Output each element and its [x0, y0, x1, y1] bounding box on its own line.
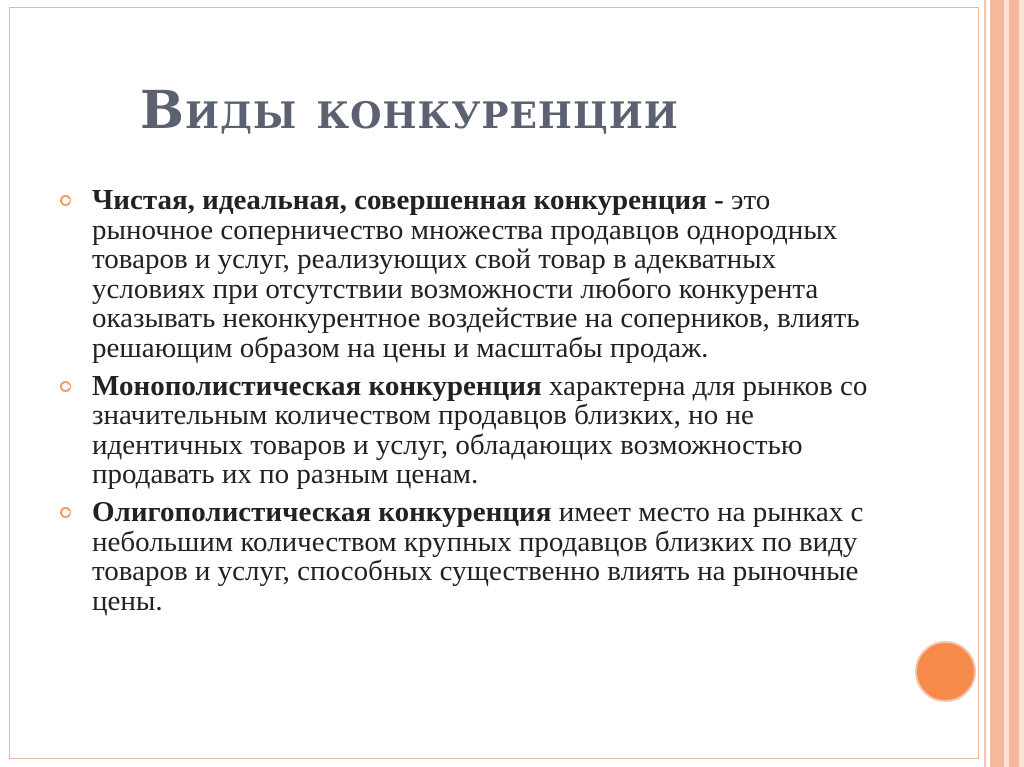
- slide-title: Виды конкуренции: [140, 80, 679, 141]
- bullet-term: Олигополистическая конкуренция: [92, 495, 552, 528]
- bullet-item-oligopolistic-competition: [60, 495, 880, 617]
- bullet-ring-icon: [60, 381, 71, 392]
- bullet-ring-icon: [60, 507, 71, 518]
- bullet-term: Чистая, идеальная, совершенная конкуренция -: [92, 184, 724, 216]
- decorative-stripe: [990, 0, 1004, 767]
- decorative-stripe: [984, 0, 986, 767]
- bullet-list: [60, 186, 880, 624]
- bullet-item-perfect-competition: [60, 186, 880, 364]
- decorative-stripe: [1019, 0, 1024, 767]
- decorative-circle: [915, 641, 976, 702]
- bullet-text: характерна для рынков со значительным количеством продавцов близких, но не идентичных товаров и услуг, обладающих возможностью продавать их по разным ценам.: [92, 369, 868, 491]
- bullet-term: Монополистическая конкуренция: [92, 369, 542, 402]
- bullet-item-monopolistic-competition: [60, 369, 880, 491]
- bullet-ring-icon: [60, 195, 71, 206]
- bullet-text: имеет место на рынках с небольшим количеством крупных продавцов близких по виду товаров и услуг, способных существенно влиять на рыночные цены.: [92, 495, 864, 617]
- bullet-text: это рыночное соперничество множества продавцов однородных товаров и услуг, реализующих свой товар в адекватных условиях при отсутствии возможности любого конкурента оказывать неконкурентное воздействие на соперников, влиять решающим образом на цены и масштабы продаж.: [92, 184, 860, 364]
- decorative-stripe: [1009, 0, 1019, 767]
